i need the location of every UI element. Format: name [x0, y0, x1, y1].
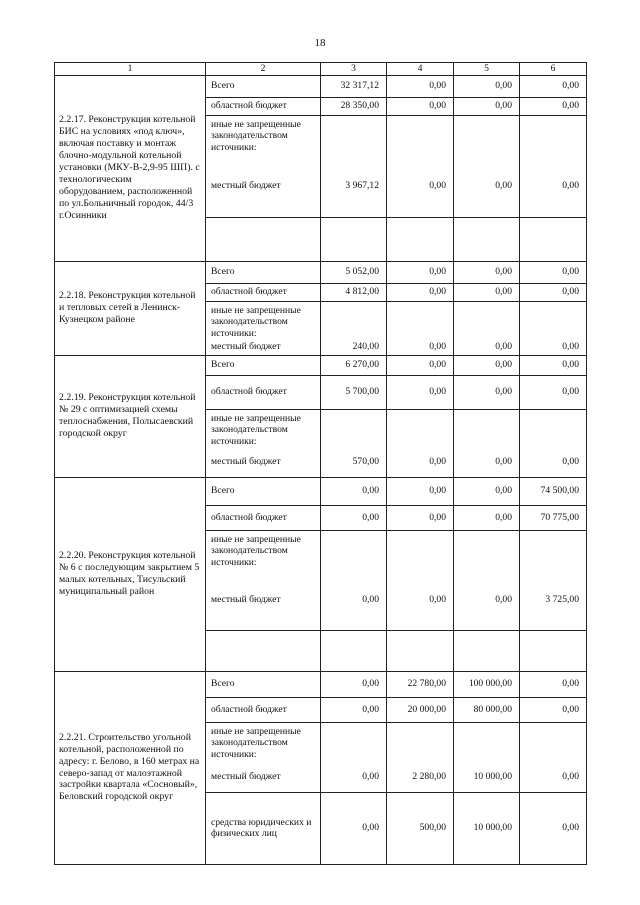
value-cell: 0,00	[454, 75, 520, 97]
funding-source: иные не запрещенные законодательством источники:	[206, 530, 321, 570]
value-cell: 0,00	[454, 261, 520, 283]
value-cell: 0,00	[321, 570, 387, 630]
value-cell	[454, 115, 520, 155]
funding-source: Всего	[206, 261, 321, 283]
value-cell: 0,00	[454, 505, 520, 530]
value-cell	[520, 722, 587, 762]
page-number: 18	[314, 37, 326, 49]
value-cell: 0,00	[454, 155, 520, 217]
value-cell: 0,00	[387, 261, 454, 283]
value-cell: 0,00	[387, 375, 454, 409]
value-cell: 2 280,00	[387, 762, 454, 792]
value-cell: 10 000,00	[454, 792, 520, 864]
value-cell: 0,00	[520, 97, 587, 115]
value-cell	[454, 722, 520, 762]
value-cell: 100 000,00	[454, 671, 520, 697]
value-cell	[321, 115, 387, 155]
column-number: 5	[454, 63, 520, 76]
value-cell: 0,00	[520, 283, 587, 301]
value-cell: 0,00	[387, 355, 454, 375]
column-number: 1	[55, 63, 206, 76]
value-cell: 0,00	[387, 155, 454, 217]
value-cell: 0,00	[321, 505, 387, 530]
value-cell	[321, 722, 387, 762]
value-cell: 0,00	[387, 570, 454, 630]
value-cell: 80 000,00	[454, 697, 520, 722]
table-row	[55, 75, 587, 97]
value-cell: 0,00	[454, 355, 520, 375]
value-cell: 0,00	[520, 75, 587, 97]
column-number: 2	[206, 63, 321, 76]
value-cell: 32 317,12	[321, 75, 387, 97]
value-cell: 240,00	[321, 339, 387, 355]
value-cell: 500,00	[387, 792, 454, 864]
value-cell	[387, 301, 454, 339]
value-cell: 0,00	[321, 697, 387, 722]
value-cell: 0,00	[454, 283, 520, 301]
value-cell	[387, 530, 454, 570]
value-cell: 0,00	[520, 447, 587, 477]
value-cell: 5 052,00	[321, 261, 387, 283]
funding-source: местный бюджет	[206, 155, 321, 217]
value-cell: 0,00	[454, 97, 520, 115]
project-title: 2.2.21. Строительство угольной котельной, расположенной по адресу: г. Белово, в 160 метрах на северо-запад от малоэтажной застройки квартала «Сосновый», Беловский городской округ	[55, 671, 206, 864]
value-cell: 0,00	[520, 155, 587, 217]
value-cell: 0,00	[387, 339, 454, 355]
value-cell	[387, 115, 454, 155]
funding-source: местный бюджет	[206, 447, 321, 477]
funding-source: местный бюджет	[206, 339, 321, 355]
value-cell: 0,00	[454, 447, 520, 477]
funding-source: иные не запрещенные законодательством источники:	[206, 301, 321, 339]
value-cell: 0,00	[520, 792, 587, 864]
funding-source: местный бюджет	[206, 570, 321, 630]
project-title: 2.2.17. Реконструкция котельной БИС на условиях «под ключ», включая поставку и монтаж блочно-модульной котельной установки (МКУ-В-2,9-95 ШП). с технологическим оборудованием, расположенной по ул.Больничный городок, 44/3 г.Осинники	[55, 75, 206, 261]
value-cell: 0,00	[387, 97, 454, 115]
value-cell: 0,00	[520, 375, 587, 409]
value-cell	[387, 409, 454, 447]
funding-source: местный бюджет	[206, 762, 321, 792]
funding-source: областной бюджет	[206, 97, 321, 115]
value-cell: 0,00	[520, 671, 587, 697]
value-cell	[454, 301, 520, 339]
value-cell	[520, 301, 587, 339]
project-title: 2.2.18. Реконструкция котельной и тепловых сетей в Ленинск-Кузнецком районе	[55, 261, 206, 355]
value-cell: 3 967,12	[321, 155, 387, 217]
table-row	[55, 261, 587, 283]
funding-source: областной бюджет	[206, 697, 321, 722]
value-cell	[520, 115, 587, 155]
value-cell: 22 780,00	[387, 671, 454, 697]
table-row	[55, 671, 587, 697]
funding-source: областной бюджет	[206, 375, 321, 409]
value-cell	[321, 530, 387, 570]
value-cell: 20 000,00	[387, 697, 454, 722]
value-cell: 0,00	[520, 762, 587, 792]
value-cell	[321, 301, 387, 339]
funding-source: иные не запрещенные законодательством источники:	[206, 722, 321, 762]
value-cell: 0,00	[454, 570, 520, 630]
value-cell	[520, 530, 587, 570]
value-cell: 0,00	[387, 283, 454, 301]
value-cell: 5 700,00	[321, 375, 387, 409]
project-title: 2.2.20. Реконструкция котельной № 6 с последующим закрытием 5 малых котельных, Тисульский муниципальный район	[55, 477, 206, 671]
value-cell: 0,00	[520, 339, 587, 355]
value-cell: 70 775,00	[520, 505, 587, 530]
column-number: 6	[520, 63, 587, 76]
funding-source: Всего	[206, 671, 321, 697]
budget-table	[54, 62, 587, 865]
value-cell	[454, 530, 520, 570]
value-cell: 10 000,00	[454, 762, 520, 792]
value-cell: 0,00	[454, 477, 520, 505]
funding-source: Всего	[206, 477, 321, 505]
funding-source: средства юридических и физических лиц	[206, 792, 321, 864]
funding-source: Всего	[206, 75, 321, 97]
funding-source: Всего	[206, 355, 321, 375]
value-cell: 0,00	[321, 477, 387, 505]
value-cell: 0,00	[321, 762, 387, 792]
value-cell	[321, 409, 387, 447]
value-cell: 28 350,00	[321, 97, 387, 115]
value-cell: 0,00	[520, 697, 587, 722]
value-cell	[454, 409, 520, 447]
value-cell: 0,00	[387, 505, 454, 530]
value-cell: 0,00	[387, 447, 454, 477]
value-cell	[520, 409, 587, 447]
value-cell: 4 812,00	[321, 283, 387, 301]
table-row	[55, 477, 587, 505]
column-number-row	[55, 63, 587, 76]
column-number: 4	[387, 63, 454, 76]
value-cell: 0,00	[387, 477, 454, 505]
value-cell: 570,00	[321, 447, 387, 477]
value-cell: 6 270,00	[321, 355, 387, 375]
value-cell: 0,00	[454, 339, 520, 355]
column-number: 3	[321, 63, 387, 76]
value-cell: 3 725,00	[520, 570, 587, 630]
value-cell: 0,00	[520, 355, 587, 375]
value-cell: 0,00	[454, 375, 520, 409]
value-cell	[387, 722, 454, 762]
value-cell: 0,00	[321, 671, 387, 697]
table-row	[55, 355, 587, 375]
funding-source: областной бюджет	[206, 505, 321, 530]
value-cell: 0,00	[520, 261, 587, 283]
value-cell: 0,00	[321, 792, 387, 864]
project-title: 2.2.19. Реконструкция котельной № 29 с оптимизацией схемы теплоснабжения, Полысаевский городской округ	[55, 355, 206, 477]
value-cell: 0,00	[387, 75, 454, 97]
value-cell: 74 500,00	[520, 477, 587, 505]
funding-source: областной бюджет	[206, 283, 321, 301]
funding-source: иные не запрещенные законодательством источники:	[206, 409, 321, 447]
funding-source: иные не запрещенные законодательством источники:	[206, 115, 321, 155]
